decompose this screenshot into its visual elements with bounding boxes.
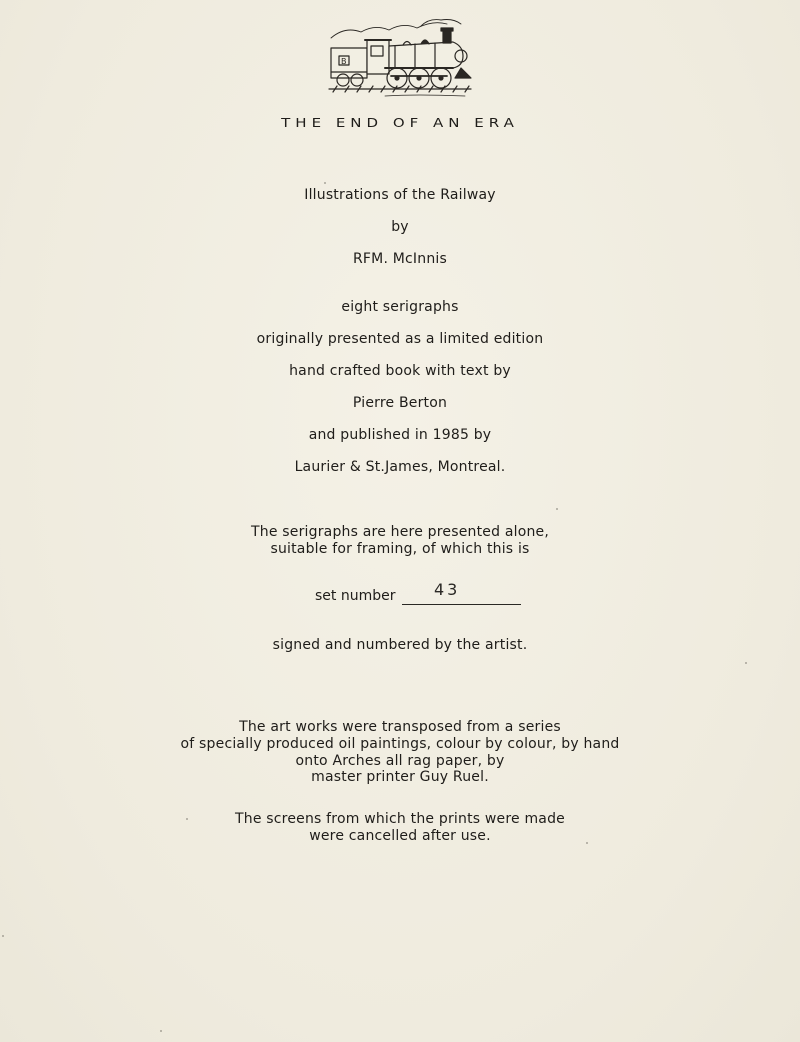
intro-line-subject: Illustrations of the Railway [304,187,496,203]
process-note-line-1: The art works were transposed from a series [239,719,561,735]
paper-speck [2,935,4,937]
intro-line-book: hand crafted book with text by [289,363,511,379]
paper-speck [556,508,558,510]
process-note-line-3: onto Arches all rag paper, by [295,753,505,769]
artist-name: RFM. McInnis [353,251,447,267]
serigraph-note-line-1: The serigraphs are here presented alone, [251,524,549,540]
screens-note-line-2: were cancelled after use. [309,828,491,844]
set-number-label: set number [315,588,396,604]
serigraph-note-line-2: suitable for framing, of which this is [270,541,530,557]
screens-note-line-1: The screens from which the prints were made [235,811,565,827]
steam-locomotive-icon [325,16,475,100]
intro-line-published: and published in 1985 by [308,427,492,443]
paper-speck [186,818,188,820]
svg-text:B: B [341,57,347,66]
intro-line-edition: originally presented as a limited edition [256,331,544,347]
intro-line-count: eight serigraphs [341,299,459,315]
paper-speck [586,842,588,844]
paper-speck [160,1030,162,1032]
page-title: THE END OF AN ERA [281,115,519,131]
set-number-value: 43 [434,580,461,599]
publisher-name: Laurier & St.James, Montreal. [294,459,506,475]
process-note-line-2: of specially produced oil paintings, colour by colour, by hand [180,736,620,752]
set-number-underline [402,604,521,605]
intro-line-by: by [391,219,409,235]
process-note-line-4: master printer Guy Ruel. [311,769,489,785]
author-name: Pierre Berton [352,395,448,411]
set-number-row [0,582,800,608]
paper-speck [745,662,747,664]
paper-speck [324,182,326,184]
signed-note: signed and numbered by the artist. [272,637,528,653]
